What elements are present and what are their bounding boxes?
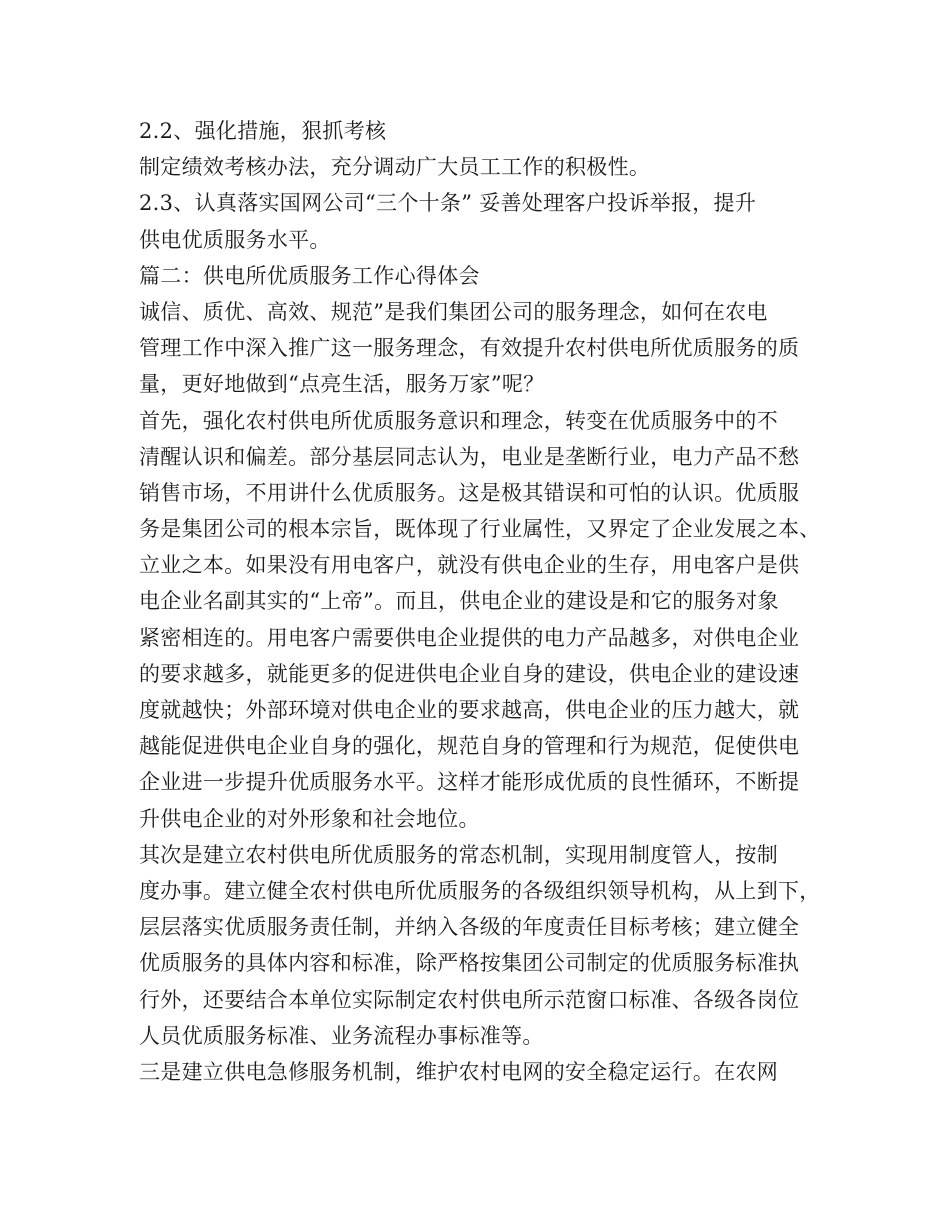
text-line: 越能促进供电企业自身的强化，规范自身的管理和行为规范，促使供电 [139,734,800,759]
text-line: 的要求越多，就能更多的促进供电企业自身的建设，供电企业的建设速 [139,661,800,686]
text-line: 三是建立供电急修服务机制，维护农村电网的安全稳定运行。在农网 [139,1059,778,1084]
text-line: 行外，还要结合本单位实际制定农村供电所示范窗口标准、各级各岗位 [139,987,800,1012]
text-line: 电企业名副其实的“上帝”。而且，供电企业的建设是和它的服务对象 [139,589,779,614]
text-line: 销售市场，不用讲什么优质服务。这是极其错误和可怕的认识。优质服 [139,480,800,505]
text-line: 2.2、强化措施，狠抓考核 [139,119,387,143]
text-line: 诚信、质优、高效、规范”是我们集团公司的服务理念，如何在农电 [139,299,768,324]
text-line: 立业之本。如果没有用电客户，就没有供电企业的生存，用电客户是供 [139,553,800,578]
text-line: 量，更好地做到“点亮生活，服务万家”呢？ [139,372,545,397]
text-line: 人员优质服务标准、业务流程办事标准等。 [139,1023,544,1048]
text-line: 优质服务的具体内容和标准，除严格按集团公司制定的优质服务标准执 [139,951,800,976]
text-line: 层层落实优质服务责任制，并纳入各级的年度责任目标考核；建立健全 [139,915,800,940]
text-line: 紧密相连的。用电客户需要供电企业提供的电力产品越多，对供电企业 [139,625,800,650]
text-line: 度就越快；外部环境对供电企业的要求越高，供电企业的压力越大，就 [139,698,800,722]
text-line: 其次是建立农村供电所优质服务的常态机制，实现用制度管人，按制 [139,842,778,867]
document-body [139,113,819,1090]
text-line: 首先，强化农村供电所优质服务意识和理念，转变在优质服务中的不 [139,408,778,433]
text-line: 度办事。建立健全农村供电所优质服务的各级组织领导机构，从上到下， [139,878,821,903]
section-heading: 篇二：供电所优质服务工作心得体会 [139,263,480,288]
text-line: 升供电企业的对外形象和社会地位。 [139,806,480,831]
text-line: 清醒认识和偏差。部分基层同志认为，电业是垄断行业，电力产品不愁 [139,444,800,469]
text-line: 供电优质服务水平。 [139,227,331,252]
text-line: 务是集团公司的根本宗旨，既体现了行业属性，又界定了企业发展之本、 [139,517,821,542]
text-line: 企业进一步提升优质服务水平。这样才能形成优质的良性循环，不断提 [139,770,800,795]
text-line: 制定绩效考核办法，充分调动广大员工工作的积极性。 [139,155,651,180]
text-line: 2.3、认真落实国网公司“三个十条” 妥善处理客户投诉举报，提升 [139,191,757,216]
text-line: 管理工作中深入推广这一服务理念，有效提升农村供电所优质服务的质 [139,336,800,361]
